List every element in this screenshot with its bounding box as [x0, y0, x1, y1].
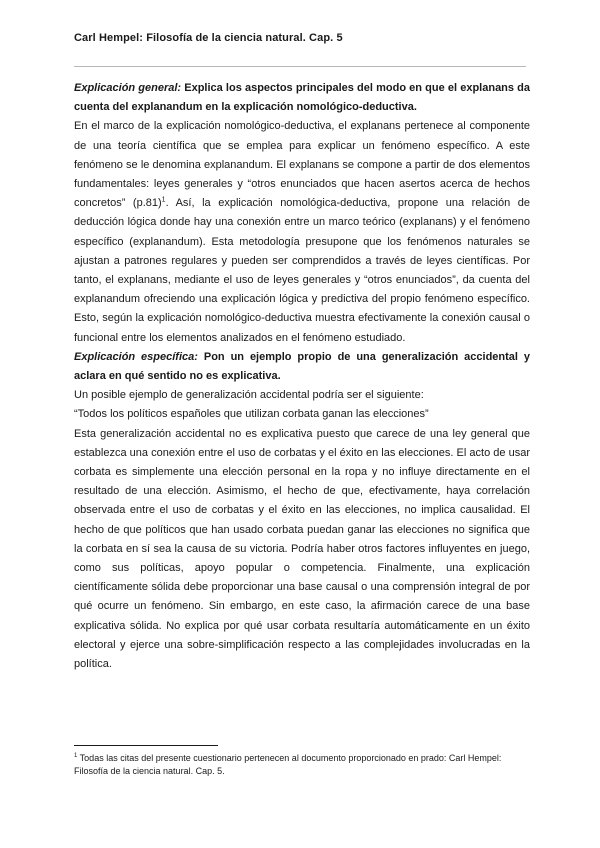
question-2-text: Pon un ejemplo propio de una generalización accidental y aclara en qué sentido no es explicativa.: [74, 350, 531, 383]
answer-2-intro: Un posible ejemplo de generalización accidental podría ser el siguiente:: [74, 389, 424, 402]
header-divider: [74, 66, 526, 67]
question-1-text: Explica los aspectos principales del modo en que el explanans da cuenta del explanandum en la explicación nomológico-deductiva.: [74, 82, 531, 114]
page-header: Carl Hempel: Filosofía de la ciencia natural. Cap. 5: [74, 32, 343, 44]
footnote-number: 1: [74, 753, 78, 759]
footnote-divider: [74, 745, 218, 746]
answer-1-text-part2: . Así, la explicación nomológica-deductiva, propone una relación de deducción lógica donde hay una conexión entre un marco teórico (explanans) y el fenómeno específico (explanandum). Esta metodología presupone que los fenómenos naturales se ajustan a patrones regulares y pueden ser comprendidos a través de leyes científicas. Por tanto, el explanans, mediante el uso de leyes generales y “otros enunciados”, da cuenta del explanandum ofreciendo una explicación lógica y predictiva del propio fenómeno específico. Esto, según la explicación nomológico-deductiva muestra efectivamente la conexión causal o funcional entre los elementos analizados en el fenómeno estudiado.: [74, 197, 530, 344]
answer-1-paragraph: [74, 117, 530, 347]
answer-1-text-part1: En el marco de la explicación nomológico-deductiva, el explanans pertenece al componente de una teoría científica que se emplea para explicar un fenómeno específico. A este fenómeno se le denomina explanandum. El explanans se compone a partir de dos elementos fundamentales: leyes generales y “otros enunciados que hacen asertos acerca de hechos concretos” (p.81): [74, 120, 530, 210]
answer-2-quote: “Todos los políticos españoles que utilizan corbata ganan las elecciones”: [74, 408, 429, 421]
footnote-reference[interactable]: 1: [161, 196, 166, 204]
footnote: [74, 752, 526, 777]
question-1-label: Explicación general:: [74, 82, 182, 94]
answer-2-paragraph: Esta generalización accidental no es explicativa puesto que carece de una ley general que establezca una conexión entre el uso de corbatas y el éxito en las elecciones. El acto de usar corbata es simplemente una elección personal en la ropa y no influye directamente en el resultado de una elección. Asimismo, el hecho de que, efectivamente, haya correlación observada entre el uso de corbatas y el éxito en las elecciones, no implica causalidad. El hecho de que políticos que han usado corbata puedan ganar las elecciones no significa que la corbata en sí sea la causa de su victoria. Podría haber otros factores influyentes en juego, como sus políticas, apoyo popular o competencia. Finalmente, una explicación científicamente sólida debe proporcionar una base causal o una comprensión integral de por qué ocurre un fenómeno. Sin embargo, en este caso, la afirmación carece de una base explicativa sólida. No explica por qué usar corbata resultaría automáticamente en un éxito electoral y ejerce una sobre-simplificación respecto a las complejidades involucradas en la política.: [74, 427, 530, 671]
question-2: [74, 348, 530, 386]
document-body: [74, 79, 530, 674]
question-1: [74, 79, 530, 117]
footnote-text: Todas las citas del presente cuestionario pertenecen al documento proporcionado en prado: Carl Hempel: Filosofía de la ciencia natural. Cap. 5.: [74, 753, 502, 776]
question-2-label: Explicación específica:: [74, 350, 198, 363]
